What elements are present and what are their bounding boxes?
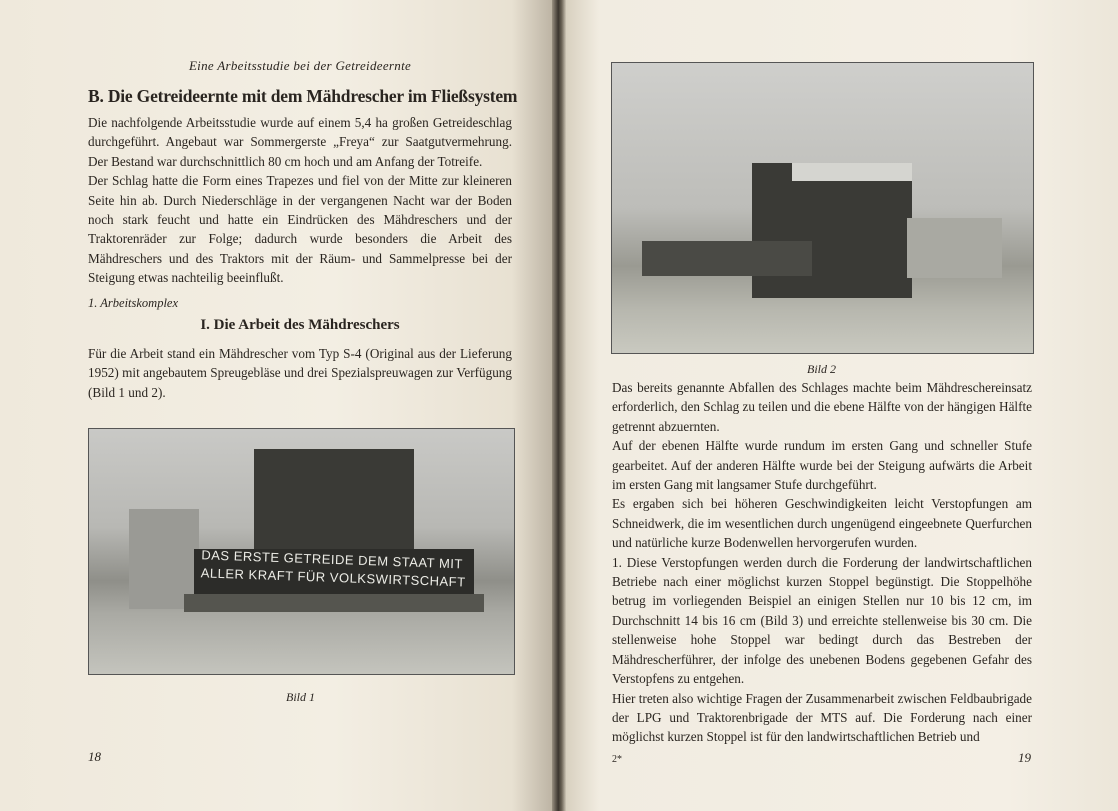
banner-lettering: DAS ERSTE GETREIDE DEM STAAT MIT ALLER KRAFT FÜR VOLKSWIRTSCHAFT — [200, 547, 466, 590]
paragraph: Das bereits genannte Abfallen des Schlages machte beim Mähdreschereinsatz erforderlich, den Schlag zu teilen und die ebene Hälfte von der hängigen Hälfte getrennt abzuernten. — [612, 380, 1032, 434]
photo-combine-harvester-1 — [88, 428, 515, 675]
figure-caption: Bild 1 — [286, 690, 315, 704]
signature-mark: 2* — [612, 754, 622, 765]
page-number: 18 — [88, 749, 101, 764]
paragraph: Die nachfolgende Arbeitsstudie wurde auf einem 5,4 ha großen Getreideschlag durchgeführt. Angebaut war Sommergerste „Freya“ zur Saatgutvermehrung. Der Bestand war durchschnittlich 80 cm hoch und am Anfang der Totreife. — [88, 115, 512, 169]
paragraph: Es ergaben sich bei höheren Geschwindigkeiten leicht Verstopfungen am Schneidwerk, die im wesentlichen durch ungenügend eingeebnete Querfurchen und natürliche kurze Bodenwellen hervorgerufen wurden. — [612, 496, 1032, 551]
paragraph: Auf der ebenen Hälfte wurde rundum im ersten Gang und schneller Stufe gearbeitet. Auf der anderen Hälfte wurde bei der Steigung aufwärts die Arbeit im ersten Gang mit langsamer Stufe durchgeführt. — [612, 438, 1032, 493]
page-number: 19 — [1018, 750, 1031, 765]
chapter-title: B. Die Getreideernte mit dem Mähdrescher im Fließsystem — [88, 86, 518, 106]
paragraph: Der Schlag hatte die Form eines Trapezes und fiel von der Mitte zur kleineren Seite hin ab. Durch Niederschläge in der vergangenen Nacht war der Boden noch stark feucht und hatte ein Eindrücken des Mähdreschers und der Traktorenräder zur Folge; dadurch wurde besonders die Arbeit des Mähdreschers und des Traktors mit der Räum- und Sammelpresse bei der Steigung etwas nachteilig beeinflußt. — [88, 173, 512, 286]
section-heading: I. Die Arbeit des Mähdreschers — [200, 317, 400, 333]
running-head: Eine Arbeitsstudie bei der Getreideernte — [188, 58, 412, 73]
photo-combine-harvester-2 — [611, 62, 1034, 354]
paragraph: 1. Diese Verstopfungen werden durch die Forderung der landwirtschaftlichen Betriebe nach einer möglichst kurzen Stoppel begünstigt. Die Stoppelhöhe betrug im vorliegenden Beispiel an einigen Stellen nur 10 bis 12 cm, im Durchschnitt 14 bis 16 cm (Bild 3) und erreichte stellenweise bis 30 cm. Die stellenweise hohe Stoppel war bedingt durch das Bestreben der Mähdrescherführer, der infolge des unebenen Bodens gegebenen Gefahr des Verstopfens zu entgehen. — [612, 554, 1032, 687]
paragraph — [88, 344, 512, 402]
book-gutter — [552, 0, 566, 811]
paragraph-text: Für die Arbeit stand ein Mähdrescher vom Typ S-4 (Original aus der Lieferung 1952) mit angebautem Spreugebläse und drei Spezialspreuwagen zur Verfügung (Bild 1 und 2). — [88, 346, 512, 400]
figure-caption: Bild 2 — [807, 362, 836, 376]
subsection-label: 1. Arbeitskomplex — [88, 296, 179, 310]
intro-text — [88, 113, 512, 288]
paragraph: Hier treten also wichtige Fragen der Zusammenarbeit zwischen Feldbaubrigade der LPG und Traktorenbrigade der MTS auf. Die Forderung nach einer möglichst kurzen Stoppel ist für den landwirtschaftlichen Betrieb und — [612, 690, 1032, 745]
body-text — [612, 378, 1032, 747]
